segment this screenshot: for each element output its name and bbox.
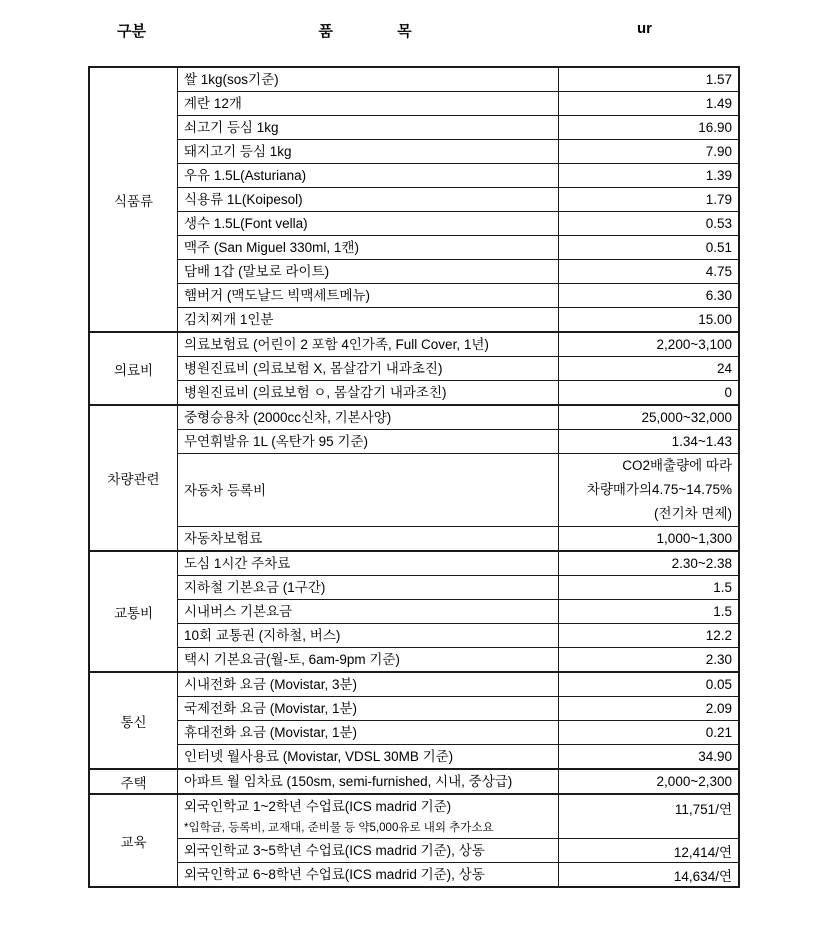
item-cell <box>178 721 559 745</box>
price-cell: 11,751/연 <box>559 794 740 839</box>
item-cell <box>178 116 559 140</box>
item-cell <box>178 260 559 284</box>
price-cell: 2,000~2,300 <box>559 769 740 794</box>
item-label: 인터넷 월사용료 (Movistar, VDSL 30MB 기준) <box>184 749 454 764</box>
item-cell <box>178 67 559 92</box>
price-cell: 1.5 <box>559 600 740 624</box>
item-label: 병원진료비 (의료보험 X, 몸살감기 내과초진) <box>184 361 443 376</box>
table-row <box>89 381 739 406</box>
price-cell: 15.00 <box>559 308 740 333</box>
price-cell: 2.30~2.38 <box>559 551 740 576</box>
table-row <box>89 430 739 454</box>
item-label: 중형승용차 (2000cc신차, 기본사양) <box>184 410 392 425</box>
table-row <box>89 236 739 260</box>
category-cell: 식품류 <box>89 67 178 332</box>
item-cell <box>178 405 559 430</box>
item-cell <box>178 672 559 697</box>
table-row <box>89 116 739 140</box>
price-cell: 25,000~32,000 <box>559 405 740 430</box>
item-cell <box>178 381 559 406</box>
price-cell: 0.21 <box>559 721 740 745</box>
price-cell: 0 <box>559 381 740 406</box>
table-row <box>89 92 739 116</box>
table-row <box>89 357 739 381</box>
table-row <box>89 672 739 697</box>
table-row <box>89 794 739 839</box>
item-cell <box>178 839 559 863</box>
item-cell <box>178 745 559 770</box>
item-label: 도심 1시간 주차료 <box>184 556 291 571</box>
item-cell <box>178 624 559 648</box>
item-label: 휴대전화 요금 (Movistar, 1분) <box>184 725 358 740</box>
item-cell <box>178 769 559 794</box>
item-label: 병원진료비 (의료보험 ㅇ, 몸살감기 내과조친) <box>184 385 447 400</box>
table-row <box>89 332 739 357</box>
price-cell: 0.51 <box>559 236 740 260</box>
item-cell <box>178 332 559 357</box>
item-cell <box>178 794 559 839</box>
item-cell <box>178 188 559 212</box>
table-row <box>89 67 739 92</box>
item-label: 10회 교통권 (지하철, 버스) <box>184 628 341 643</box>
category-cell: 교통비 <box>89 551 178 672</box>
item-label: 무연휘발유 1L (옥탄가 95 기준) <box>184 434 368 449</box>
item-label: 맥주 (San Miguel 330ml, 1캔) <box>184 240 359 255</box>
item-label: 햄버거 (맥도날드 빅맥세트메뉴) <box>184 288 371 303</box>
item-label: 자동차보험료 <box>184 531 263 546</box>
table-row <box>89 140 739 164</box>
table-row <box>89 405 739 430</box>
item-label: 김치찌개 1인분 <box>184 312 274 327</box>
item-cell <box>178 164 559 188</box>
item-label: 외국인학교 1~2학년 수업료(ICS madrid 기준) <box>184 799 452 814</box>
item-label: 택시 기본요금(월-토, 6am-9pm 기준) <box>184 652 400 667</box>
item-cell <box>178 284 559 308</box>
table-row <box>89 721 739 745</box>
cost-of-living-table <box>88 66 740 888</box>
item-cell <box>178 454 559 527</box>
category-cell: 차량관련 <box>89 405 178 551</box>
item-cell <box>178 140 559 164</box>
table-row <box>89 308 739 333</box>
table-row <box>89 600 739 624</box>
category-cell: 주택 <box>89 769 178 794</box>
item-cell <box>178 863 559 888</box>
price-cell: 12,414/연 <box>559 839 740 863</box>
price-cell: 1.79 <box>559 188 740 212</box>
price-cell: 2.09 <box>559 697 740 721</box>
price-cell: 4.75 <box>559 260 740 284</box>
price-cell: 6.30 <box>559 284 740 308</box>
price-cell: 1.57 <box>559 67 740 92</box>
price-cell: 1.34~1.43 <box>559 430 740 454</box>
table-row <box>89 648 739 673</box>
table-row <box>89 576 739 600</box>
item-cell <box>178 212 559 236</box>
item-cell <box>178 527 559 552</box>
price-cell: 0.05 <box>559 672 740 697</box>
item-cell <box>178 430 559 454</box>
price-cell: 34.90 <box>559 745 740 770</box>
price-cell: 16.90 <box>559 116 740 140</box>
item-label: 아파트 월 임차료 (150sm, semi-furnished, 시내, 중상급) <box>184 774 513 789</box>
item-label: 담배 1갑 (말보로 라이트) <box>184 264 330 279</box>
item-label: 의료보험료 (어린이 2 포함 4인가족, Full Cover, 1년) <box>184 337 489 352</box>
item-footnote: *입학금, 등록비, 교재대, 준비물 등 약5,000유로 내외 추가소요 <box>184 822 494 834</box>
table-row <box>89 527 739 552</box>
table-header-row <box>88 20 734 41</box>
item-label: 식용류 1L(Koipesol) <box>184 192 303 207</box>
table-row <box>89 697 739 721</box>
item-label: 우유 1.5L(Asturiana) <box>184 168 307 183</box>
price-line: CO2배출량에 따라 <box>622 458 732 473</box>
item-label: 시내전화 요금 (Movistar, 3분) <box>184 677 358 692</box>
item-cell <box>178 551 559 576</box>
price-cell: 14,634/연 <box>559 863 740 888</box>
price-cell <box>559 454 740 527</box>
item-cell <box>178 308 559 333</box>
price-cell: 1.5 <box>559 576 740 600</box>
item-cell <box>178 236 559 260</box>
category-cell: 통신 <box>89 672 178 769</box>
table-row <box>89 188 739 212</box>
table-row <box>89 745 739 770</box>
item-label: 계란 12개 <box>184 96 242 111</box>
item-cell <box>178 600 559 624</box>
category-cell: 의료비 <box>89 332 178 405</box>
item-cell <box>178 697 559 721</box>
table-row <box>89 839 739 863</box>
table-row <box>89 551 739 576</box>
table-row <box>89 284 739 308</box>
item-label: 생수 1.5L(Font vella) <box>184 216 308 231</box>
price-cell: 7.90 <box>559 140 740 164</box>
price-cell: 24 <box>559 357 740 381</box>
item-cell <box>178 648 559 673</box>
price-cell: 1.49 <box>559 92 740 116</box>
category-cell: 교육 <box>89 794 178 887</box>
item-label: 쇠고기 등심 1kg <box>184 120 279 135</box>
table-row <box>89 164 739 188</box>
table-row <box>89 624 739 648</box>
price-cell: 2.30 <box>559 648 740 673</box>
item-cell <box>178 576 559 600</box>
item-label: 국제전화 요금 (Movistar, 1분) <box>184 701 358 716</box>
table-row <box>89 260 739 284</box>
item-label: 외국인학교 3~5학년 수업료(ICS madrid 기준), 상동 <box>184 843 485 858</box>
item-cell <box>178 92 559 116</box>
item-cell <box>178 357 559 381</box>
price-cell: 12.2 <box>559 624 740 648</box>
table-row <box>89 769 739 794</box>
price-cell: 0.53 <box>559 212 740 236</box>
item-label: 시내버스 기본요금 <box>184 604 293 619</box>
price-cell: 1.39 <box>559 164 740 188</box>
cost-table-body <box>89 67 739 887</box>
item-label: 쌀 1kg(sos기준) <box>184 72 279 87</box>
item-label: 자동차 등록비 <box>184 482 266 498</box>
table-row <box>89 212 739 236</box>
item-label: 외국인학교 6~8학년 수업료(ICS madrid 기준), 상동 <box>184 867 485 882</box>
item-label: 돼지고기 등심 1kg <box>184 144 292 159</box>
price-cell: 1,000~1,300 <box>559 527 740 552</box>
price-line: 차량매가의4.75~14.75% <box>586 482 732 497</box>
price-cell: 2,200~3,100 <box>559 332 740 357</box>
column-header-category: 구분 <box>117 23 146 40</box>
column-header-price: ur <box>637 20 652 37</box>
table-row <box>89 863 739 888</box>
price-line: (전기차 면제) <box>654 506 732 521</box>
column-header-item: 품 목 <box>318 23 412 40</box>
item-label: 지하철 기본요금 (1구간) <box>184 580 326 595</box>
table-row <box>89 454 739 527</box>
